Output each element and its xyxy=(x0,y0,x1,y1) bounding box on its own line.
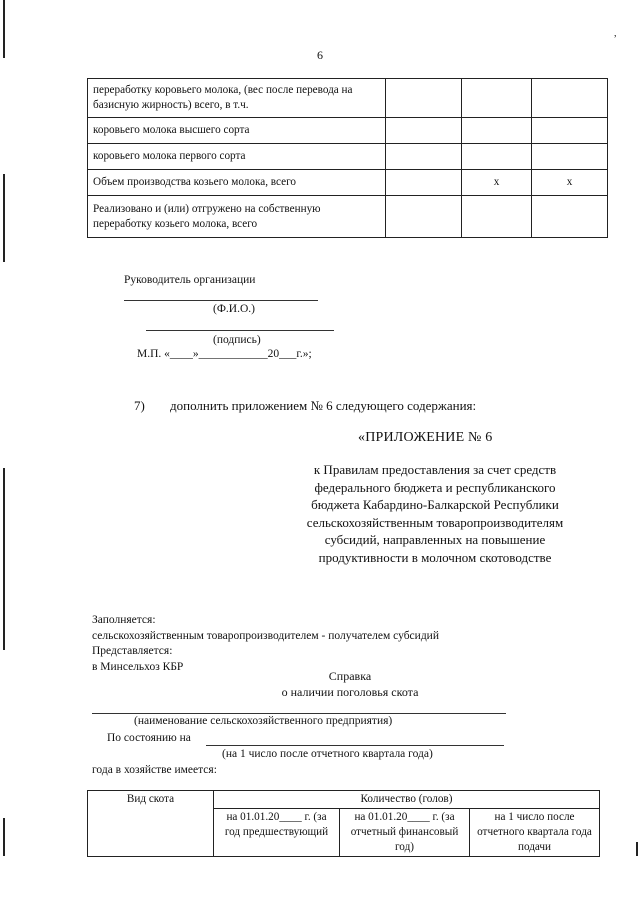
value-cell xyxy=(462,79,532,118)
subtitle-line: бюджета Кабардино-Балкарской Республики xyxy=(311,497,559,512)
value-cell xyxy=(462,118,532,144)
sub-col-report-year: на 01.01.20____ г. (за отчетный финансовый год) xyxy=(340,809,470,857)
subtitle-line: субсидий, направленных на повышение xyxy=(324,532,546,547)
as-of-label: По состоянию на xyxy=(107,732,191,744)
sub-col-prev-year: на 01.01.20____ г. (за год предшествующий xyxy=(214,809,340,857)
as-of-line xyxy=(206,745,504,746)
spravka-title: Справка xyxy=(328,669,372,683)
value-cell xyxy=(386,196,462,238)
scan-edge-mark-5 xyxy=(636,842,638,856)
fill-info-line: Заполняется: xyxy=(92,614,156,626)
row-label: Реализовано и (или) отгружено на собственную переработку козьего молока, всего xyxy=(88,196,386,238)
row-label: коровьего молока первого сорта xyxy=(88,144,386,170)
scan-edge-mark-4 xyxy=(3,818,5,856)
item-number: 7) xyxy=(134,398,145,413)
production-table xyxy=(87,78,608,238)
value-cell: x xyxy=(462,170,532,196)
col-header-qty: Количество (голов) xyxy=(214,791,600,809)
table-row xyxy=(88,79,608,118)
fill-info-line: сельскохозяйственным товаропроизводителем - получателем субсидий xyxy=(92,629,439,642)
stamp-date-line: М.П. «____»____________20___г.»; xyxy=(137,348,312,360)
spravka-subtitle: о наличии поголовья скота xyxy=(281,684,419,699)
fill-info xyxy=(92,613,439,675)
table-row xyxy=(88,144,608,170)
row-label: переработку коровьего молока, (вес после перевода на базисную жирность) всего, в т.ч. xyxy=(88,79,386,118)
fill-info-line: в Минсельхоз КБР xyxy=(92,660,184,673)
table-row xyxy=(88,170,608,196)
spravka-heading xyxy=(0,669,640,700)
value-cell xyxy=(532,118,608,144)
value-cell xyxy=(532,144,608,170)
value-cell xyxy=(386,79,462,118)
value-cell xyxy=(386,144,462,170)
org-name-line xyxy=(92,713,506,714)
fio-line xyxy=(124,300,318,301)
fill-info-line: Представляется: xyxy=(92,645,173,658)
farm-has-label: года в хозяйстве имеется: xyxy=(92,764,217,776)
value-cell xyxy=(462,144,532,170)
value-cell: x xyxy=(532,170,608,196)
scan-edge-mark-2 xyxy=(3,174,5,262)
value-cell xyxy=(386,170,462,196)
value-cell xyxy=(532,79,608,118)
scan-edge-mark-3 xyxy=(3,468,5,650)
head-label: Руководитель организации xyxy=(124,274,256,286)
sign-line xyxy=(146,330,334,331)
row-label: коровьего молока высшего сорта xyxy=(88,118,386,144)
page-number: 6 xyxy=(317,48,323,62)
col-header-type: Вид скота xyxy=(88,791,214,857)
table-row xyxy=(88,118,608,144)
org-name-caption: (наименование сельскохозяйственного предприятия) xyxy=(134,715,393,727)
row-label: Объем производства козьего молока, всего xyxy=(88,170,386,196)
scan-speck: , xyxy=(614,28,617,39)
subtitle-line: сельскохозяйственным товаропроизводителям xyxy=(306,514,564,530)
sign-caption: (подпись) xyxy=(213,334,261,346)
appendix-title: «ПРИЛОЖЕНИЕ № 6 xyxy=(358,430,493,445)
value-cell xyxy=(532,196,608,238)
subtitle-line: к Правилам предоставления за счет средств xyxy=(313,462,557,477)
value-cell xyxy=(386,118,462,144)
fio-caption: (Ф.И.О.) xyxy=(213,303,255,315)
table-header-row xyxy=(88,791,600,809)
as-of-caption: (на 1 число после отчетного квартала года) xyxy=(222,748,433,760)
table-row xyxy=(88,196,608,238)
appendix-subtitle xyxy=(270,461,600,566)
livestock-table xyxy=(87,790,600,857)
subtitle-line: продуктивности в молочном скотоводстве xyxy=(318,549,552,565)
subtitle-line: федерального бюджета и республиканского xyxy=(314,479,556,495)
value-cell xyxy=(462,196,532,238)
item-text: дополнить приложением № 6 следующего содержания: xyxy=(170,398,477,413)
sub-col-after-quarter: на 1 число после отчетного квартала года подачи xyxy=(470,809,600,857)
